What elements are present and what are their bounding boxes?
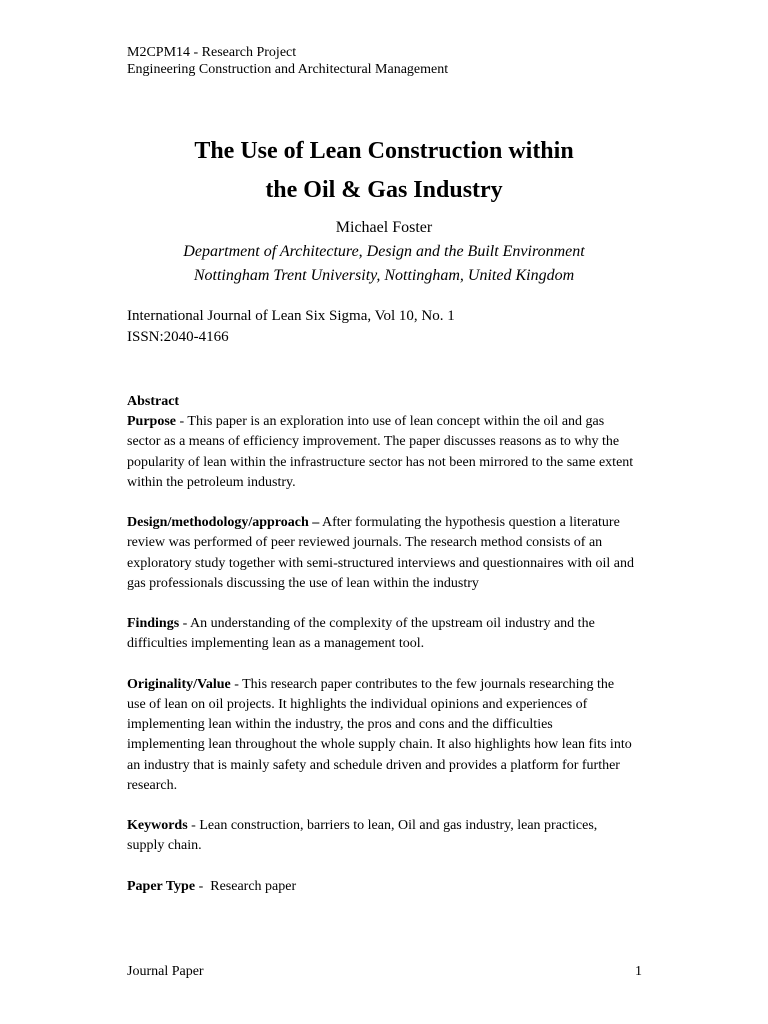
purpose-text-line: sector as a means of efficiency improvement. The paper discusses reasons as to why the bbox=[127, 434, 620, 450]
affiliation-department: Department of Architecture, Design and the Built Environment bbox=[183, 243, 585, 260]
design-text-line: review was performed of peer reviewed journals. The research method consists of an bbox=[127, 535, 603, 551]
findings-text-line: difficulties implementing lean as a management tool. bbox=[127, 636, 425, 652]
title-line-1: The Use of Lean Construction within bbox=[194, 138, 574, 164]
page-number: 1 bbox=[635, 964, 642, 979]
keywords-label: Keywords bbox=[127, 818, 188, 834]
abstract-keywords bbox=[127, 816, 647, 856]
abstract-design bbox=[127, 513, 647, 594]
originality-text-line: - This research paper contributes to the few journals researching the bbox=[230, 676, 615, 692]
author-name: Michael Foster bbox=[335, 219, 433, 236]
abstract-findings bbox=[127, 614, 647, 654]
paper-type-label: Paper Type bbox=[127, 878, 196, 894]
originality-text-line: implementing lean throughout the whole supply chain. It also highlights how lean fits into bbox=[127, 737, 632, 753]
originality-text-line: research. bbox=[127, 777, 178, 793]
journal-info bbox=[127, 306, 455, 348]
purpose-text-line: - This paper is an exploration into use of lean concept within the oil and gas bbox=[176, 414, 605, 430]
running-footer: Journal Paper bbox=[127, 964, 204, 979]
abstract-heading: Abstract bbox=[127, 394, 180, 409]
originality-text-line: an industry that is mainly safety and schedule driven and provides a platform for further bbox=[127, 757, 620, 773]
findings-label: Findings bbox=[127, 616, 180, 632]
design-text-line: gas professionals discussing the use of lean within the industry bbox=[127, 575, 479, 591]
design-text-line: exploratory study together with semi-structured interviews and questionnaires with oil and bbox=[127, 555, 634, 571]
findings-text-line: - An understanding of the complexity of the upstream oil industry and the bbox=[179, 616, 595, 632]
purpose-label: Purpose bbox=[127, 414, 176, 430]
purpose-text-line: within the petroleum industry. bbox=[127, 474, 296, 490]
journal-citation: International Journal of Lean Six Sigma, Vol 10, No. 1 bbox=[127, 308, 455, 324]
originality-text-line: use of lean on oil projects. It highlights the individual opinions and experiences of bbox=[127, 697, 588, 712]
journal-issn: ISSN:2040-4166 bbox=[127, 329, 229, 345]
title-block bbox=[0, 132, 768, 288]
abstract-section bbox=[127, 392, 647, 917]
paper-type-text: - Research paper bbox=[195, 878, 297, 894]
running-header bbox=[127, 44, 448, 78]
affiliation-university: Nottingham Trent University, Nottingham, United Kingdom bbox=[193, 267, 575, 284]
keywords-text-line: - Lean construction, barriers to lean, Oil and gas industry, lean practices, bbox=[187, 818, 598, 834]
originality-label: Originality/Value bbox=[127, 676, 231, 692]
purpose-text-line: popularity of lean within the infrastructure sector has not been mirrored to the same extent bbox=[127, 454, 634, 470]
header-course: M2CPM14 - Research Project bbox=[127, 45, 297, 60]
abstract-originality bbox=[127, 675, 647, 796]
originality-text-line: implementing lean within the industry, the pros and cons and the difficulties bbox=[127, 717, 553, 733]
title-line-2: the Oil & Gas Industry bbox=[265, 177, 503, 203]
keywords-text-line: supply chain. bbox=[127, 838, 202, 854]
design-text-line: After formulating the hypothesis question a literature bbox=[319, 515, 620, 531]
abstract-paper-type bbox=[127, 877, 647, 897]
header-programme: Engineering Construction and Architectural Management bbox=[127, 62, 449, 77]
abstract-purpose bbox=[127, 412, 647, 493]
design-label: Design/methodology/approach – bbox=[127, 515, 320, 531]
paper-title bbox=[0, 132, 768, 210]
